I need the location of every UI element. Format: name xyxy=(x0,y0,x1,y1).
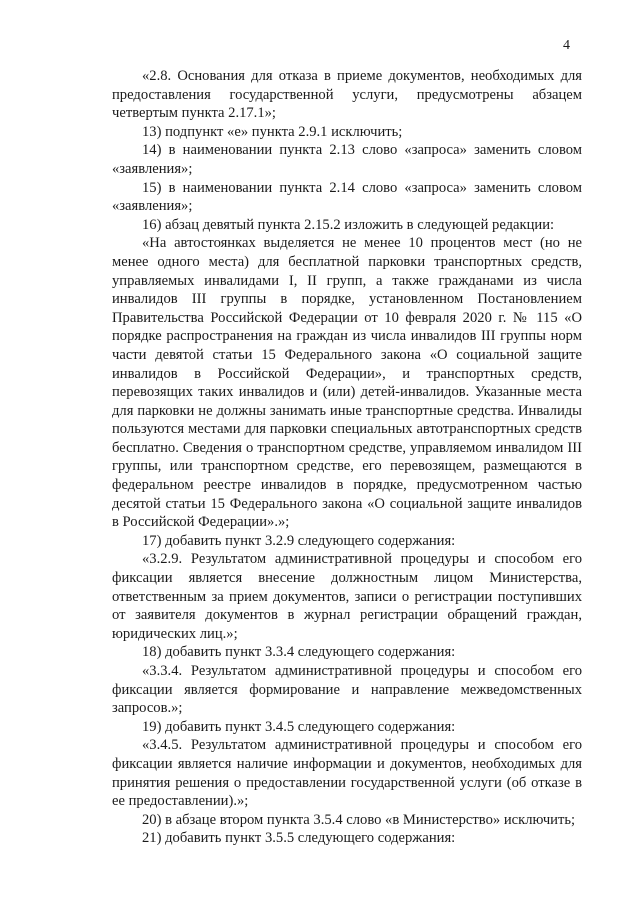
paragraph-item-19: 19) добавить пункт 3.4.5 следующего содержания: xyxy=(142,718,456,735)
paragraph-item-18: 18) добавить пункт 3.3.4 следующего содержания: xyxy=(142,644,456,661)
paragraph-item-15: 15) в наименовании пункта 2.14 слово «запроса» заменить словом «заявления»; xyxy=(112,179,582,215)
paragraph-item-17: 17) добавить пункт 3.2.9 следующего содержания: xyxy=(142,532,456,549)
paragraph-item-14: 14) в наименовании пункта 2.13 слово «запроса» заменить словом «заявления»; xyxy=(112,142,582,177)
page-number: 4 xyxy=(563,38,570,53)
paragraph-2-8-text: «2.8. Основания для отказа в приеме документов, необходимых для предоставления государственной услуги, предусмотрены абзацем четвертым пункта 2.17.1»; xyxy=(112,68,582,122)
paragraph-parking-text: «На автостоянках выделяется не менее 10 процентов мест (но не менее одного места) для бесплатной парковки транспортных средств, управляемых инвалидами I, II групп, а также гражданами из числа инвалидов III группы в порядке, установленном Постановлением Правительства Российской Федерации от 10 февраля 2020 г. № 115 «О порядке распространения на граждан из числа инвалидов III группы норм части девятой статьи 15 Федерального закона «О социальной защите инвалидов в Российской Федерации», и транспортных средств, перевозящих таких инвалидов и (или) детей-инвалидов. Указанные места для парковки не должны занимать иные транспортные средства. Инвалиды пользуются местами для парковки специальных автотранспортных средств бесплатно. Сведения о транспортном средстве, управляемом инвалидом III группы, или транспортном средстве, его перевозящем, размещаются в федеральном реестре инвалидов в порядке, предусмотренном частью десятой статьи 15 Федерального закона «О социальной защите инвалидов в Российской Федерации».»; xyxy=(112,235,582,531)
paragraph-item-21: 21) добавить пункт 3.5.5 следующего содержания: xyxy=(142,830,456,847)
paragraph-item-20: 20) в абзаце втором пункта 3.5.4 слово «в Министерство» исключить; xyxy=(142,811,576,828)
paragraph-item-13: 13) подпункт «е» пункта 2.9.1 исключить; xyxy=(142,123,403,140)
paragraph-3-4-5-text: «3.4.5. Результатом административной процедуры и способом его фиксации является наличие информации и документов, необходимых для принятия решения о предоставлении государственной услуги (об отказе в ее предоставлении).»; xyxy=(112,737,582,810)
paragraph-3-2-9-text: «3.2.9. Результатом административной процедуры и способом его фиксации является внесение должностным лицом Министерства, ответственным за прием документов, записи о регистрации поступивших от заявителя документов в журнал регистрации обращений граждан, юридических лиц.»; xyxy=(112,551,582,642)
paragraph-3-3-4-text: «3.3.4. Результатом административной процедуры и способом его фиксации является формирование и направление межведомственных запросов.»; xyxy=(112,663,582,717)
document-body xyxy=(112,67,582,848)
paragraph-item-16: 16) абзац девятый пункта 2.15.2 изложить в следующей редакции: xyxy=(142,216,555,233)
